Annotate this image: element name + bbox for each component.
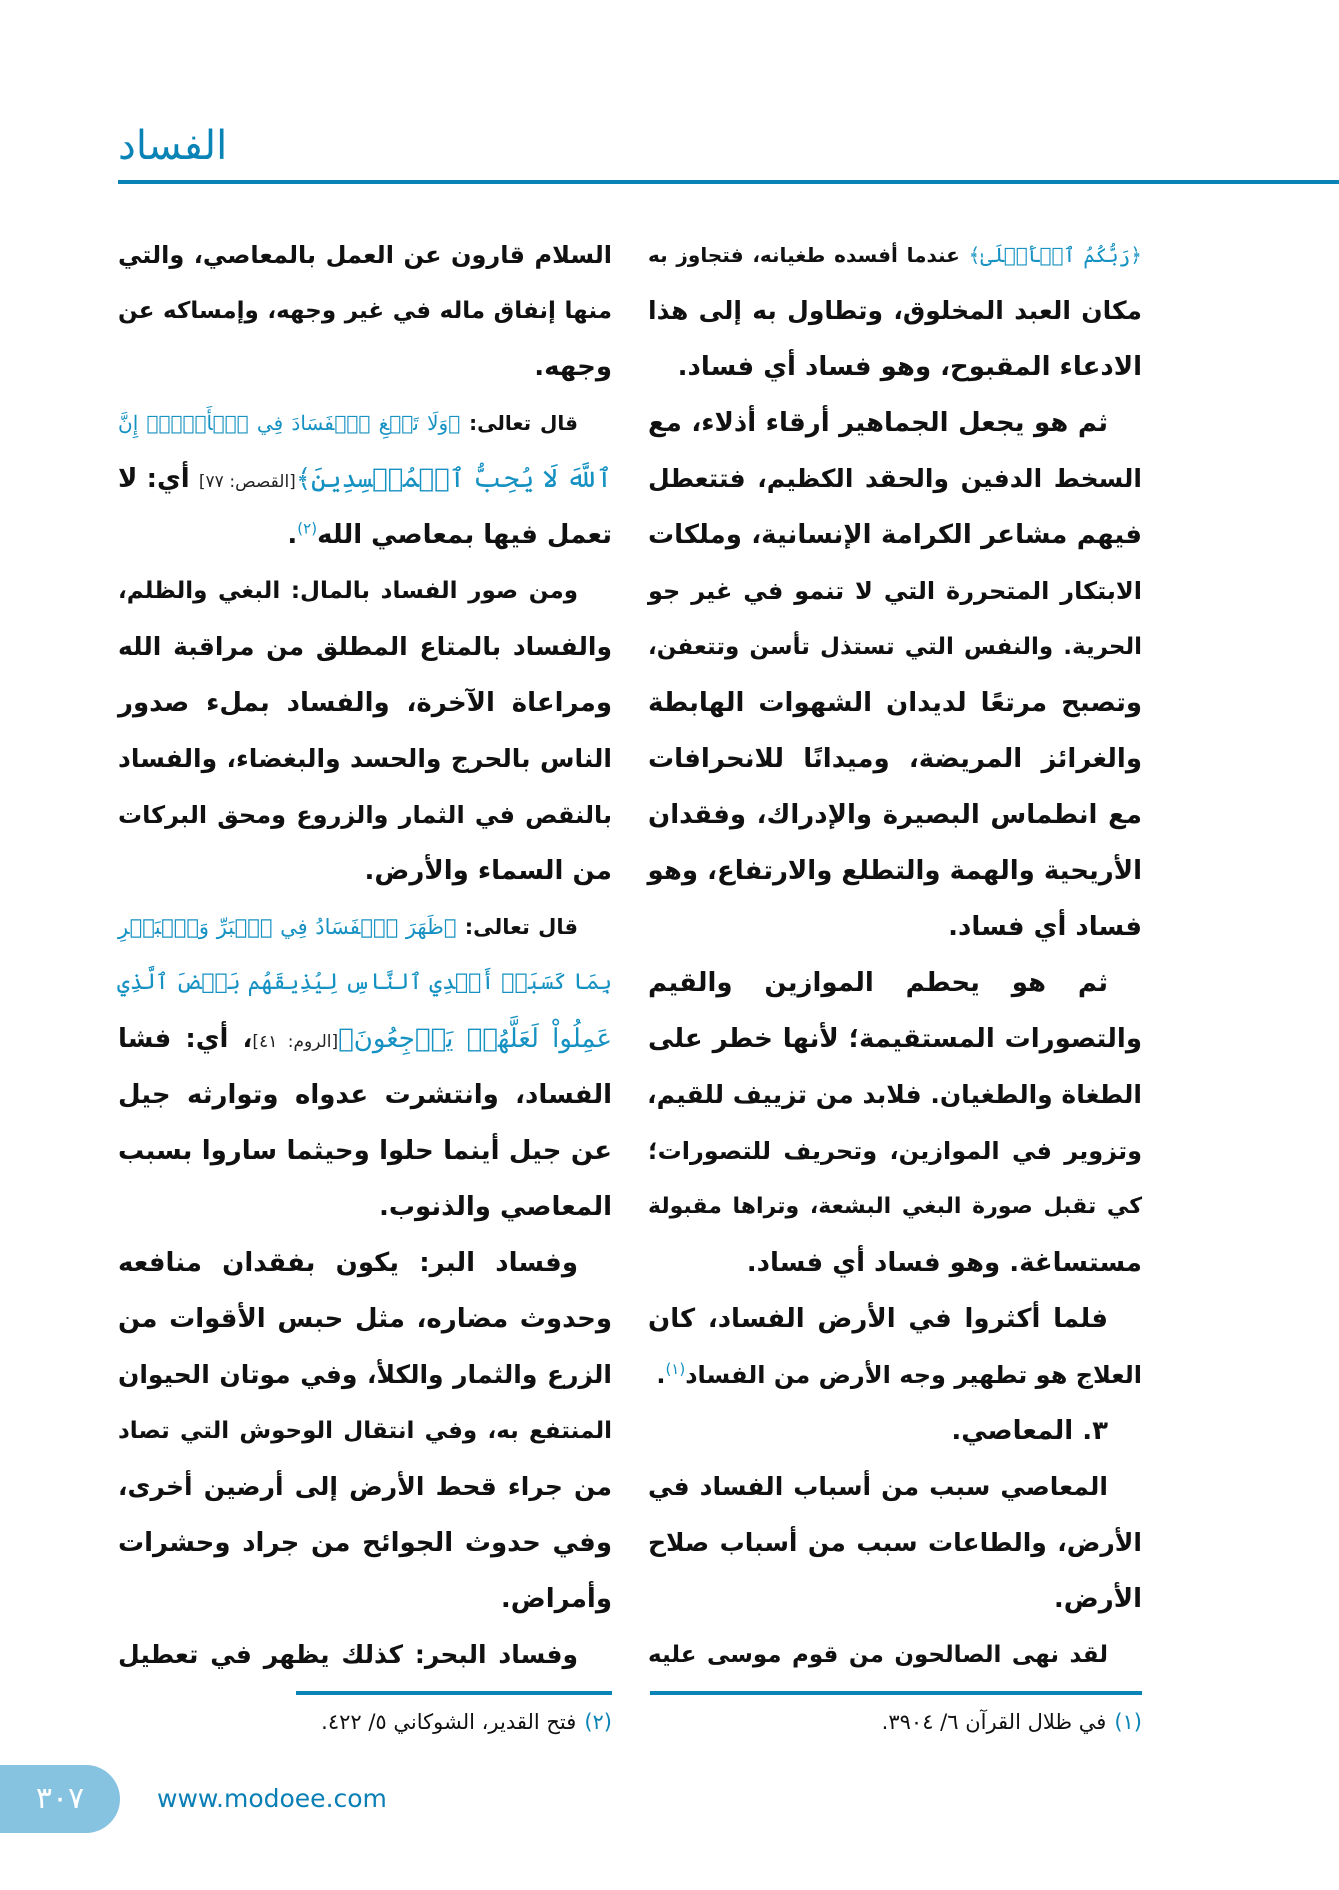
body-text: المنتفع به، وفي انتقال الوحوش التي تصاد: [118, 1418, 612, 1444]
text-line: [118, 1179, 612, 1235]
footnote-text: فتح القدير، الشوكاني ٥/ ٤٢٢.: [321, 1710, 577, 1734]
footnote-1: [882, 1704, 1142, 1740]
body-text: أي: لا: [118, 464, 199, 494]
body-text: الحرية. والنفس التي تستذل تأسن وتتعفن،: [648, 634, 1142, 660]
text-line: [648, 731, 1142, 787]
body-text: وتزوير في الموازين، وتحريف للتصورات؛: [648, 1137, 1142, 1165]
body-text: والتصورات المستقيمة؛ لأنها خطر على: [648, 1024, 1142, 1054]
body-text: منها إنفاق ماله في غير وجهه، وإمساكه عن: [118, 298, 612, 324]
text-line: [648, 283, 1142, 339]
body-text: مع انطماس البصيرة والإدراك، وفقدان: [648, 800, 1142, 830]
text-line: [118, 619, 612, 675]
text-line: [118, 395, 612, 451]
text-line: [118, 675, 612, 731]
text-line: [118, 1067, 612, 1123]
text-line: [648, 787, 1142, 843]
body-text: الناس بالحرج والحسد والبغضاء، والفساد: [118, 744, 612, 773]
page-title: الفساد: [118, 123, 228, 169]
quran-verse: عَمِلُواْ لَعَلَّهُمۡ يَرۡجِعُونَ﴾: [338, 1024, 612, 1054]
footnote-divider-left: [296, 1691, 612, 1695]
body-text: ثم هو يحطم الموازين والقيم: [648, 968, 1108, 998]
text-line: [118, 339, 612, 395]
body-text: والفساد بالمتاع المطلق من مراقبة الله: [118, 632, 612, 661]
body-text: فلما أكثروا في الأرض الفساد، كان: [648, 1304, 1108, 1334]
text-line: [648, 619, 1142, 675]
body-text: وأمراض.: [500, 1584, 612, 1614]
body-text: السخط الدفين والحقد الكظيم، فتتعطل: [648, 464, 1142, 493]
text-line: [118, 507, 612, 563]
body-text: ومراعاة الآخرة، والفساد بملء صدور: [118, 688, 612, 718]
text-line: [118, 731, 612, 787]
body-text: المعاصي والذنوب.: [379, 1192, 612, 1222]
body-text: الأريحية والهمة والتطلع والارتفاع، وهو: [647, 856, 1142, 886]
text-line: [648, 1067, 1142, 1123]
text-line: [648, 1011, 1142, 1067]
text-line: [118, 955, 612, 1011]
footnote-marker: (١): [665, 1360, 686, 1378]
body-text: لقد نهى الصالحون من قوم موسى عليه: [648, 1642, 1108, 1668]
body-text: وفي حدوث الجوائح من جراد وحشرات: [118, 1528, 612, 1558]
verse-reference: [الروم: ٤١]: [252, 1032, 339, 1052]
text-line: [648, 1179, 1142, 1235]
body-text: مستساغة. وهو فساد أي فساد.: [746, 1248, 1142, 1278]
quran-verse: بِمَا كَسَبَتۡ أَيۡدِي ٱلنَّاسِ لِيُذِيقَهُم بَعۡضَ ٱلَّذِي: [117, 970, 612, 995]
body-text: .: [656, 1361, 666, 1389]
footnote-2: [321, 1704, 612, 1740]
body-text: وفساد البر: يكون بفقدان منافعه: [118, 1248, 578, 1278]
body-text: الزرع والثمار والكلأ، وفي موتان الحيوان: [118, 1360, 612, 1389]
body-text: ومن صور الفساد بالمال: البغي والظلم،: [118, 578, 578, 604]
body-text: فيهم مشاعر الكرامة الإنسانية، وملكات: [648, 520, 1142, 550]
text-line: [118, 1515, 612, 1571]
body-text: السلام قارون عن العمل بالمعاصي، والتي: [118, 241, 612, 269]
text-line: [648, 507, 1142, 563]
body-text: من جراء قحط الأرض إلى أرضين أخرى،: [118, 1472, 612, 1501]
body-text: وحدوث مضاره، مثل حبس الأقوات من: [118, 1304, 612, 1334]
text-line: [648, 1403, 1142, 1459]
header-divider: [118, 180, 1339, 184]
body-text: الطغاة والطغيان. فلابد من تزييف للقيم،: [647, 1080, 1142, 1109]
body-text: وفساد البحر: كذلك يظهر في تعطيل: [118, 1640, 578, 1669]
footnote-number: (١): [1114, 1710, 1142, 1734]
body-text: قال تعالى:: [460, 411, 578, 435]
text-line: [118, 1571, 612, 1627]
body-text: والغرائز المريضة، وميدانًا للانحرافات: [648, 744, 1142, 774]
body-text: قال تعالى:: [456, 915, 578, 939]
body-text: المعاصي سبب من أسباب الفساد في: [648, 1472, 1108, 1501]
text-column-left: [118, 227, 612, 1683]
body-text: فساد أي فساد.: [948, 912, 1142, 942]
text-line: [118, 899, 612, 955]
text-line: [648, 1571, 1142, 1627]
text-line: [648, 1347, 1142, 1403]
body-text: العلاج هو تطهير وجه الأرض من الفساد: [685, 1361, 1142, 1389]
text-line: [648, 955, 1142, 1011]
text-line: [648, 339, 1142, 395]
text-line: [648, 563, 1142, 619]
text-line: [648, 899, 1142, 955]
body-text: عن جيل أينما حلوا وحيثما ساروا بسبب: [118, 1136, 612, 1166]
body-text: الفساد، وانتشرت عدواه وتوارثه جيل: [118, 1080, 612, 1110]
footnote-text: في ظلال القرآن ٦/ ٣٩٠٤.: [881, 1710, 1107, 1734]
text-line: [118, 563, 612, 619]
body-text: وتصبح مرتعًا لديدان الشهوات الهابطة: [648, 688, 1142, 718]
text-line: [648, 843, 1142, 899]
text-line: [118, 227, 612, 283]
text-line: [118, 1347, 612, 1403]
footnote-marker: (٢): [297, 519, 318, 538]
body-text: الابتكار المتحررة التي لا تنمو في غير جو: [648, 577, 1142, 605]
text-line: [118, 1235, 612, 1291]
text-line: [648, 1123, 1142, 1179]
text-line: [648, 1459, 1142, 1515]
footnote-number: (٢): [584, 1710, 612, 1734]
text-line: [118, 1627, 612, 1683]
body-text: ثم هو يجعل الجماهير أرقاء أذلاء، مع: [648, 408, 1108, 438]
text-column-right: [648, 227, 1142, 1683]
verse-reference: [القصص: ٧٧]: [198, 472, 296, 492]
quran-verse: ٱللَّهَ لَا يُحِبُّ ٱلۡمُفۡسِدِينَ﴾: [295, 464, 612, 494]
text-line: [118, 1459, 612, 1515]
footnote-divider-right: [650, 1691, 1142, 1695]
text-line: [648, 451, 1142, 507]
text-line: [118, 843, 612, 899]
body-text: .: [287, 520, 298, 550]
text-line: [118, 283, 612, 339]
text-line: [648, 1627, 1142, 1683]
body-text: من السماء والأرض.: [364, 856, 612, 886]
text-line: [648, 1291, 1142, 1347]
body-text: كي تقبل صورة البغي البشعة، وتراها مقبولة: [648, 1194, 1142, 1219]
body-text: مكان العبد المخلوق، وتطاول به إلى هذا: [648, 296, 1142, 325]
text-line: [648, 1235, 1142, 1291]
body-text: وجهه.: [534, 352, 612, 382]
quran-verse: ﴿رَبُّكُمُ ٱلۡأَعۡلَىٰ﴾: [968, 243, 1142, 267]
text-line: [118, 1403, 612, 1459]
quran-verse: ﴿وَلَا تَبۡغِ ٱلۡفَسَادَ فِي ٱلۡأَرۡضِۖ إِنَّ: [118, 411, 461, 435]
page-number-badge: ٣٠٧: [0, 1765, 120, 1833]
body-text: ٣. المعاصي.: [951, 1416, 1108, 1446]
body-text: بالنقص في الثمار والزروع ومحق البركات: [118, 801, 612, 829]
body-text: عندما أفسده طغيانه، فتجاوز به: [648, 243, 969, 267]
text-line: [118, 451, 612, 507]
body-text: الأرض، والطاعات سبب من أسباب صلاح: [648, 1528, 1142, 1557]
text-line: [118, 787, 612, 843]
body-text: الأرض.: [1053, 1584, 1142, 1614]
body-text: ، أي: فشا: [118, 1024, 253, 1054]
quran-verse: ﴿ظَهَرَ ٱلۡفَسَادُ فِي ٱلۡبَرِّ وَٱلۡبَحۡرِ: [118, 915, 457, 939]
body-text: تعمل فيها بمعاصي الله: [317, 520, 612, 550]
text-line: [648, 1515, 1142, 1571]
website-link[interactable]: www.modoee.com: [157, 1784, 387, 1813]
body-text: الادعاء المقبوح، وهو فساد أي فساد.: [677, 352, 1142, 382]
text-line: [648, 227, 1142, 283]
text-line: [118, 1291, 612, 1347]
text-line: [648, 395, 1142, 451]
text-line: [648, 675, 1142, 731]
text-line: [118, 1123, 612, 1179]
text-line: [118, 1011, 612, 1067]
